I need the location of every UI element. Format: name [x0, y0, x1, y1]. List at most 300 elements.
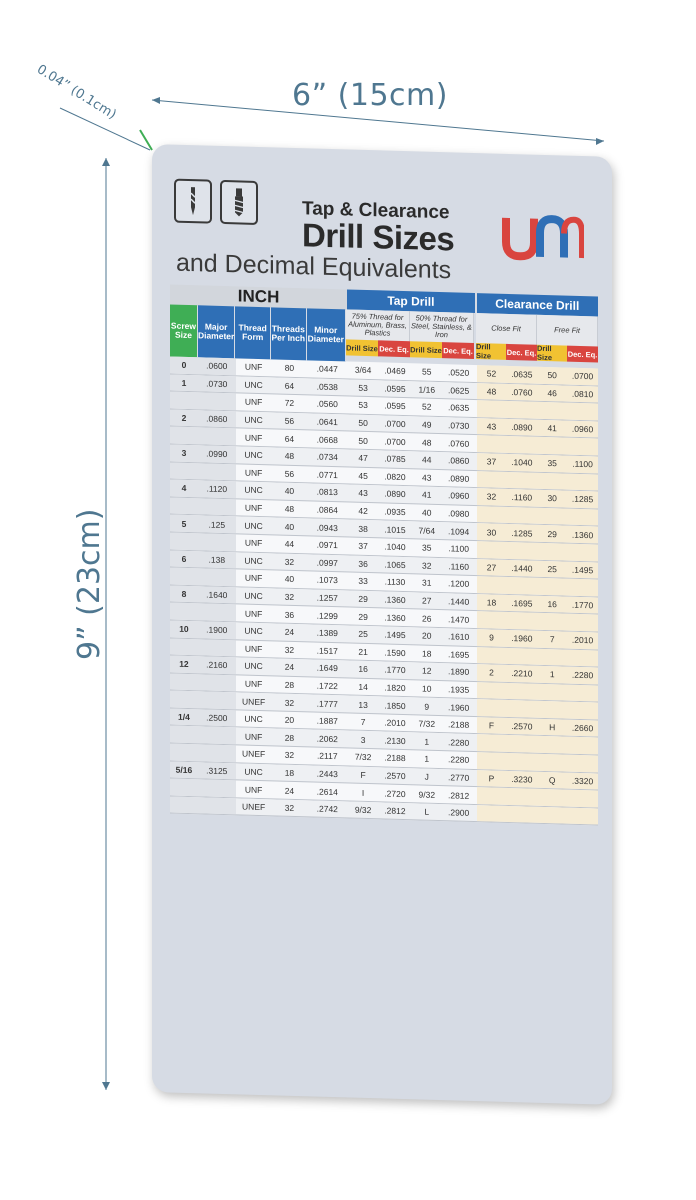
cell-threads-per-inch: 56 [284, 468, 295, 479]
cell-tap50-dec: .0730 [447, 420, 470, 431]
cell-tap75-drill: 21 [358, 646, 368, 657]
cell-tap75-drill: 47 [358, 453, 368, 464]
cell-tap50-drill: 9/32 [418, 788, 436, 800]
cell-major-diameter [198, 392, 236, 410]
cell-tap75-drill: 45 [358, 470, 368, 481]
header-drill-size: Drill Size [346, 339, 378, 356]
cell-screw-size: 2 [170, 409, 198, 426]
cell-tap75-dec: .1820 [384, 682, 406, 694]
cell-close-drill [477, 699, 507, 716]
cell-threads-per-inch: 32 [284, 697, 295, 708]
brand-logo [502, 212, 584, 264]
height-dimension-label: 9” (23cm) [72, 508, 107, 660]
cell-major-diameter [198, 428, 236, 446]
cell-close-dec [506, 753, 537, 770]
cell-close-dec: .0635 [506, 366, 537, 383]
cell-thread-form: UNF [244, 784, 263, 795]
cell-tap50-dec: .1935 [447, 684, 470, 695]
cell-tap75-dec: .0700 [384, 418, 406, 430]
cell-free-dec: .1360 [567, 526, 598, 543]
cell-threads-per-inch: 72 [284, 398, 295, 409]
cell-thread-form: UNF [244, 361, 263, 373]
cell-close-dec: .1695 [506, 595, 537, 612]
cell-tap50-dec: .0635 [447, 402, 470, 414]
cell-free-drill [537, 508, 567, 525]
cell-free-drill: 35 [537, 455, 567, 472]
cell-minor-diameter: .1777 [316, 698, 338, 709]
cell-tap75-drill: 7 [360, 717, 366, 728]
header-dec-eq: Dec. Eq. [567, 346, 598, 363]
cell-free-dec: .2010 [567, 632, 598, 649]
cell-free-drill [537, 683, 567, 700]
cell-thread-form: UNC [244, 766, 263, 778]
group-inch: INCH [170, 285, 347, 310]
group-clearance-drill: Clearance Drill [477, 293, 598, 316]
header-dec-eq: Dec. Eq. [506, 344, 537, 361]
cell-tap50-drill: 7/32 [418, 718, 436, 730]
cell-major-diameter [198, 727, 236, 745]
cell-close-drill [477, 611, 507, 628]
header-free-fit: Free Fit [537, 315, 598, 347]
cell-thread-form: UNEF [242, 748, 266, 760]
cell-screw-size: 8 [170, 585, 198, 602]
cell-minor-diameter: .0560 [316, 399, 338, 410]
cell-free-drill [537, 754, 567, 771]
title-line-3: and Decimal Equivalents [176, 248, 452, 285]
cell-free-dec [567, 755, 598, 772]
cell-close-drill: 52 [477, 365, 507, 382]
cell-tap50-drill: 12 [422, 665, 432, 677]
cell-threads-per-inch: 44 [284, 538, 295, 550]
cell-major-diameter [198, 533, 236, 551]
cell-tap50-dec: .2280 [447, 737, 470, 748]
cell-free-drill: 46 [537, 384, 567, 401]
cell-free-dec: .0960 [567, 420, 598, 437]
cell-tap75-drill: 3 [360, 734, 366, 745]
cell-tap75-dec: .1495 [384, 629, 406, 641]
cell-tap75-dec: .2188 [384, 752, 406, 764]
cell-tap50-dec: .0980 [447, 508, 470, 519]
cell-major-diameter [198, 780, 236, 798]
cell-tap50-drill: 41 [422, 489, 432, 501]
cell-threads-per-inch: 48 [284, 450, 295, 462]
cell-thread-form: UNF [244, 537, 263, 549]
cell-tap50-drill: 48 [422, 437, 432, 448]
cell-close-drill [477, 400, 507, 417]
cell-tap75-dec: .1360 [384, 594, 406, 606]
cell-threads-per-inch: 36 [284, 609, 295, 620]
cell-minor-diameter: .0813 [316, 487, 338, 498]
cell-free-dec [567, 438, 598, 455]
cell-close-dec [506, 683, 537, 700]
cell-free-drill [537, 402, 567, 419]
cell-tap50-drill: 40 [422, 507, 432, 518]
cell-tap50-dec: .1695 [447, 649, 470, 660]
cell-threads-per-inch: 64 [284, 433, 295, 444]
cell-tap50-dec: .1470 [447, 613, 470, 625]
cell-threads-per-inch: 24 [284, 626, 295, 638]
cell-major-diameter [198, 797, 236, 815]
cell-screw-size [170, 497, 198, 514]
cell-close-drill [477, 541, 507, 558]
cell-close-drill [477, 506, 507, 523]
cell-thread-form: UNF [244, 573, 263, 584]
cell-major-diameter [198, 744, 236, 762]
cell-tap75-drill: 13 [358, 699, 368, 710]
cell-minor-diameter: .1073 [316, 575, 338, 586]
header-close-fit: Close Fit [476, 313, 537, 345]
cell-major-diameter: .0990 [198, 445, 236, 463]
cell-free-drill [537, 736, 567, 753]
cell-tap50-drill: 49 [422, 419, 432, 430]
cell-free-dec [567, 684, 598, 701]
cell-tap75-dec: .1015 [384, 524, 406, 535]
cell-major-diameter [198, 568, 236, 586]
cell-minor-diameter: .1299 [316, 610, 338, 621]
cell-threads-per-inch: 80 [284, 363, 295, 374]
cell-tap50-dec: .1100 [448, 543, 469, 555]
tap-icon [220, 180, 258, 225]
header-drill-size: Drill Size [410, 341, 442, 358]
cell-free-drill: 25 [537, 560, 567, 577]
cell-tap50-drill: 10 [422, 683, 432, 694]
cell-tap75-dec: .0935 [384, 506, 406, 518]
cell-free-drill [537, 789, 567, 806]
cell-tap75-drill: F [360, 769, 366, 780]
cell-close-drill [477, 787, 507, 804]
cell-thread-form: UNF [244, 731, 263, 742]
cell-close-dec [506, 735, 537, 752]
cell-tap50-dec: .2188 [447, 719, 470, 731]
cell-tap75-dec: .2570 [384, 770, 406, 782]
cell-minor-diameter: .0971 [316, 539, 338, 551]
cell-minor-diameter: .2742 [316, 803, 338, 815]
cell-screw-size [170, 726, 198, 743]
cell-screw-size [170, 779, 198, 796]
cell-tap50-dec: .2900 [447, 807, 470, 819]
cell-close-dec: .2570 [506, 718, 537, 735]
cell-tap75-drill: I [361, 787, 365, 798]
cell-tap75-drill: 33 [358, 576, 368, 587]
cell-close-drill [477, 735, 507, 752]
cell-tap50-drill: 55 [422, 366, 432, 378]
cell-tap75-dec: .1040 [384, 541, 406, 553]
cell-minor-diameter: .0447 [316, 363, 338, 375]
cell-close-dec [506, 542, 537, 559]
cell-tap75-drill: 29 [358, 611, 368, 622]
cell-threads-per-inch: 64 [284, 380, 295, 391]
cell-thread-form: UNC [244, 625, 263, 637]
cell-tap50-dec: .1960 [447, 701, 470, 713]
cell-free-dec: .1100 [567, 456, 598, 473]
cell-tap50-drill: 18 [422, 648, 432, 659]
cell-minor-diameter: .0538 [316, 381, 338, 393]
cell-screw-size: 3 [170, 444, 198, 461]
cell-tap75-drill: 29 [358, 593, 368, 605]
cell-tap75-dec: .0820 [384, 471, 406, 482]
header-major-diameter: Major Diameter [198, 305, 236, 358]
cell-minor-diameter: .0641 [316, 416, 338, 428]
cell-tap75-dec: .1590 [384, 647, 406, 658]
cell-screw-size: 10 [170, 620, 198, 637]
cell-close-drill: P [477, 770, 507, 787]
cell-tap75-drill: 25 [358, 628, 368, 640]
cell-free-drill: 30 [537, 490, 567, 507]
cell-tap50-drill: 43 [422, 472, 432, 483]
header-screw-size: Screw Size [170, 305, 198, 358]
cell-tap50-drill: 7/64 [418, 525, 436, 536]
cell-close-drill: 37 [477, 453, 507, 470]
cell-close-dec: .1040 [506, 454, 537, 471]
cell-tap75-dec: .0595 [384, 400, 406, 412]
cell-tap75-dec: .1065 [384, 559, 406, 570]
cell-free-dec: .2660 [567, 719, 598, 736]
cell-close-dec [506, 577, 537, 594]
cell-tap75-drill: 36 [358, 558, 368, 569]
cell-tap50-dec: .1890 [447, 666, 470, 678]
cell-close-dec: .1960 [506, 630, 537, 647]
cell-minor-diameter: .0771 [316, 469, 338, 481]
cell-close-dec: .2210 [506, 665, 537, 682]
cell-minor-diameter: .1722 [316, 680, 338, 692]
cell-free-dec: .3320 [567, 772, 598, 789]
cell-free-dec [567, 702, 598, 719]
cell-tap75-dec: .1770 [384, 664, 406, 676]
cell-major-diameter: .0860 [198, 410, 236, 428]
cell-screw-size: 5 [170, 515, 198, 532]
cell-major-diameter: .2160 [198, 656, 236, 674]
cell-thread-form: UNF [244, 432, 263, 443]
cell-major-diameter [198, 639, 236, 657]
cell-free-dec [567, 403, 598, 420]
cell-tap75-drill: 7/32 [354, 752, 372, 763]
cell-tap75-dec: .1850 [384, 700, 406, 711]
cell-screw-size [170, 796, 198, 813]
cell-free-dec: .1285 [567, 491, 598, 508]
cell-free-drill: 41 [537, 420, 567, 437]
cell-screw-size [170, 462, 198, 479]
cell-screw-size [170, 427, 198, 444]
cell-free-dec: .1770 [567, 596, 598, 613]
cell-threads-per-inch: 32 [284, 750, 295, 761]
cell-screw-size [170, 638, 198, 655]
cell-tap50-drill: 1 [424, 736, 430, 747]
cell-tap50-drill: 44 [422, 454, 432, 466]
drill-bit-icon [174, 179, 212, 224]
cell-tap75-dec: .2812 [384, 805, 406, 817]
cell-free-dec [567, 807, 598, 824]
title-line-1: Tap & Clearance [302, 198, 450, 224]
cell-threads-per-inch: 40 [284, 574, 295, 585]
cell-close-dec: .1160 [506, 489, 537, 506]
cell-close-dec [506, 507, 537, 524]
cell-major-diameter [198, 463, 236, 481]
cell-tap50-dec: .1610 [447, 631, 470, 643]
cell-threads-per-inch: 18 [284, 767, 295, 778]
cell-major-diameter: .3125 [198, 762, 236, 780]
header-threads-per-inch: Threads Per Inch [271, 307, 307, 360]
header-drill-size: Drill Size [537, 345, 567, 362]
cell-tap50-drill: 31 [422, 577, 432, 589]
cell-free-dec [567, 737, 598, 754]
cell-minor-diameter: .2614 [316, 786, 338, 797]
cell-free-drill [537, 701, 567, 718]
cell-threads-per-inch: 28 [284, 679, 295, 690]
cell-tap50-dec: .2280 [447, 754, 470, 766]
cell-threads-per-inch: 20 [284, 714, 295, 726]
cell-close-dec [506, 806, 537, 823]
cell-threads-per-inch: 28 [284, 732, 295, 743]
cell-tap50-drill: 9 [424, 701, 430, 712]
cell-major-diameter: .0730 [198, 375, 236, 393]
cell-free-drill: 7 [537, 631, 567, 648]
cell-close-dec [506, 612, 537, 629]
cell-close-drill: 43 [477, 418, 507, 435]
cell-thread-form: UNC [244, 414, 263, 426]
cell-free-dec [567, 790, 598, 807]
cell-screw-size: 12 [170, 656, 198, 673]
cell-free-drill: 16 [537, 595, 567, 612]
cell-close-drill [477, 752, 507, 769]
cell-tap50-dec: .0760 [447, 437, 470, 449]
cell-screw-size: 5/16 [170, 761, 198, 778]
cell-major-diameter [198, 498, 236, 516]
drill-size-table [170, 285, 598, 826]
cell-tap50-dec: .1094 [447, 525, 470, 537]
cell-tap50-drill: 20 [422, 630, 432, 642]
cell-major-diameter: .125 [198, 516, 236, 534]
cell-minor-diameter: .1649 [316, 662, 338, 674]
cell-free-drill: H [537, 719, 567, 736]
cell-minor-diameter: .2443 [316, 768, 338, 780]
cell-tap75-dec: .1360 [384, 612, 406, 623]
cell-threads-per-inch: 56 [284, 415, 295, 427]
cell-major-diameter [198, 674, 236, 692]
cell-tap50-drill: 52 [422, 402, 432, 413]
cell-close-drill [477, 576, 507, 593]
cell-major-diameter: .1120 [198, 480, 236, 498]
cell-thread-form: UNEF [242, 801, 266, 813]
title-line-2: Drill Sizes [302, 216, 455, 258]
cell-screw-size: 6 [170, 550, 198, 567]
header-tap-75: 75% Thread for Aluminum, Brass, Plastics [346, 309, 410, 341]
cell-thread-form: UNC [244, 660, 263, 672]
cell-close-dec [506, 788, 537, 805]
cell-thread-form: UNC [244, 379, 263, 390]
cell-major-diameter: .2500 [198, 709, 236, 727]
header-dec-eq: Dec. Eq. [442, 342, 474, 359]
cell-tap50-dec: .2812 [447, 789, 470, 801]
cell-close-dec [506, 471, 537, 488]
cell-close-drill [477, 471, 507, 488]
group-tap-drill: Tap Drill [347, 289, 474, 313]
cell-close-drill: 32 [477, 488, 507, 505]
cell-free-dec [567, 508, 598, 525]
cell-free-dec: .2280 [567, 667, 598, 684]
cell-thread-form: UNC [244, 713, 263, 725]
cell-free-drill [537, 648, 567, 665]
cell-threads-per-inch: 32 [284, 802, 295, 814]
cell-tap50-drill: 32 [422, 560, 432, 571]
cell-tap50-dec: .0860 [447, 455, 470, 467]
cell-minor-diameter: .2062 [316, 733, 338, 744]
cell-tap50-drill: 26 [422, 613, 432, 624]
cell-major-diameter [198, 604, 236, 622]
cell-free-drill [537, 613, 567, 630]
cell-close-drill [477, 435, 507, 452]
cell-free-dec [567, 579, 598, 596]
cell-thread-form: UNF [244, 397, 263, 408]
cell-tap75-drill: 53 [358, 400, 368, 411]
cell-close-drill: 9 [477, 629, 507, 646]
cell-threads-per-inch: 40 [284, 521, 295, 532]
cell-close-dec [506, 436, 537, 453]
cell-threads-per-inch: 32 [284, 591, 295, 602]
cell-tap75-drill: 3/64 [354, 364, 372, 376]
cell-threads-per-inch: 24 [284, 662, 295, 673]
cell-thread-form: UNF [244, 502, 263, 514]
cell-close-drill [477, 805, 507, 822]
cell-free-dec [567, 614, 598, 631]
cell-screw-size: 1/4 [170, 708, 198, 725]
cell-tap75-dec: .0700 [384, 436, 406, 447]
table-body [170, 357, 598, 826]
cell-free-drill [537, 472, 567, 489]
cell-close-dec: .3230 [506, 771, 537, 788]
cell-tap75-dec: .0469 [384, 365, 406, 377]
cell-close-dec: .0890 [506, 419, 537, 436]
cell-tap50-dec: .0520 [447, 367, 470, 379]
header-thread-form: Thread Form [235, 306, 271, 359]
cell-tap50-dec: .1200 [447, 578, 470, 590]
cell-threads-per-inch: 24 [284, 785, 295, 796]
cell-threads-per-inch: 32 [284, 556, 295, 567]
cell-close-drill: 27 [477, 559, 507, 576]
cell-thread-form: UNC [244, 590, 263, 602]
cell-free-drill [537, 578, 567, 595]
cell-tap75-dec: .2720 [384, 788, 406, 799]
cell-tap75-drill: 16 [358, 664, 368, 675]
cell-tap50-drill: 1/16 [418, 384, 436, 395]
cell-minor-diameter: .1257 [316, 592, 338, 604]
cell-close-dec [506, 647, 537, 664]
cell-tap75-drill: 42 [358, 505, 368, 517]
cell-thread-form: UNEF [242, 696, 266, 707]
cell-tap75-dec: .2130 [384, 735, 406, 746]
cell-threads-per-inch: 40 [284, 486, 295, 497]
cell-tap75-drill: 37 [358, 540, 368, 552]
cell-screw-size [170, 568, 198, 585]
cell-free-dec [567, 649, 598, 666]
cell-minor-diameter: .0864 [316, 504, 338, 516]
cell-screw-size [170, 603, 198, 620]
cell-tap75-dec: .0785 [384, 453, 406, 465]
header-icons [174, 179, 258, 225]
cell-minor-diameter: .1389 [316, 627, 338, 639]
cell-screw-size [170, 691, 198, 708]
cell-minor-diameter: .1887 [316, 715, 338, 727]
cell-thread-form: UNC [244, 485, 263, 496]
cell-tap50-dec: .1160 [448, 561, 469, 572]
cell-free-dec: .0810 [567, 385, 598, 402]
cell-free-dec: .1495 [567, 561, 598, 578]
cell-close-dec: .0760 [506, 383, 537, 400]
cell-tap75-drill: 50 [358, 435, 368, 446]
cell-free-dec [567, 473, 598, 490]
cell-close-drill [477, 682, 507, 699]
cell-screw-size [170, 532, 198, 549]
cell-minor-diameter: .0943 [316, 522, 338, 533]
